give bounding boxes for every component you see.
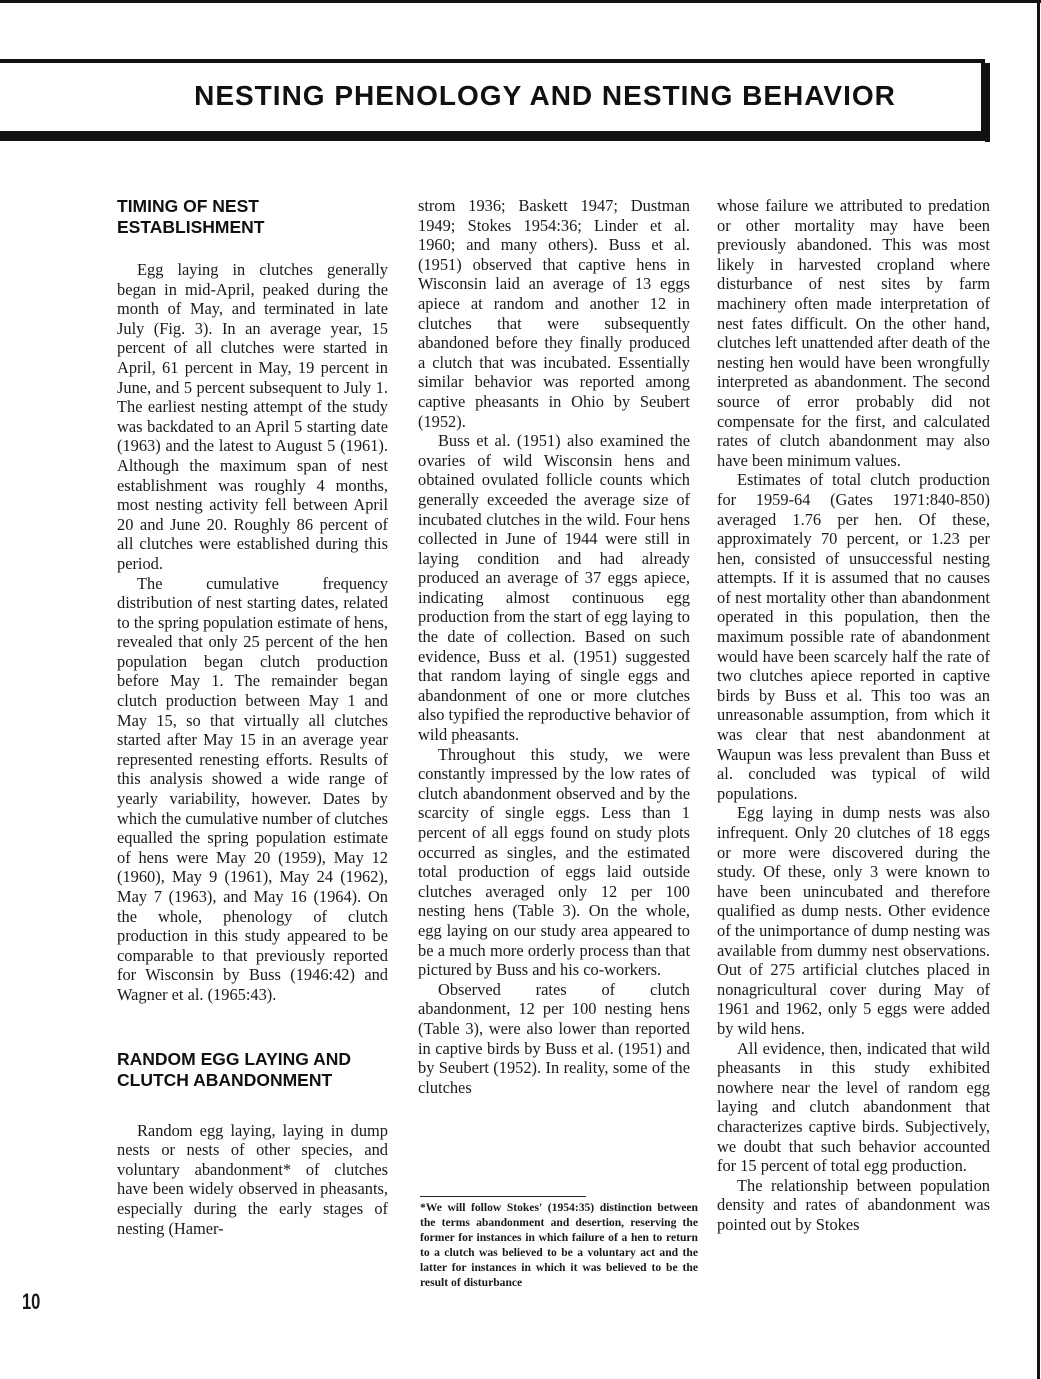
paragraph: All evidence, then, indicated that wild pheasants in this study exhibited nowhere near the level of random egg laying and clutch abandonment that characterizes captive birds. Subjectively, we doubt that such behavior accounted for 15 percent of total egg production. bbox=[717, 1038, 990, 1176]
column-1 bbox=[117, 196, 388, 1238]
footnote-rule bbox=[420, 1196, 586, 1197]
top-border-rule bbox=[0, 0, 1041, 3]
header-shadow-bottom bbox=[0, 135, 990, 141]
paragraph: Egg laying in clutches generally began in mid-April, peaked during the month of May, and terminated in late July (Fig. 3). In an average year, 15 percent of all clutches were started in April, 61 percent in May, 19 percent in June, and 5 percent subsequent to July 1. The earliest nesting attempt of the study was backdated to an April 5 starting date (1963) and the latest to August 5 (1961). Although the maximum span of nest establishment was roughly 4 months, most nesting activity fell between April 20 and June 20. Roughly 86 percent of all clutches were established during this period. bbox=[117, 260, 388, 573]
paragraph: Egg laying in dump nests was also infrequent. Only 20 clutches of 18 eggs or more were discovered during the study. Of these, only 3 were known to have been unincubated and therefore qualified as dump nests. Other evidence of the unimportance of dump nesting was available from dummy nest observations. Out of 275 artificial clutches placed in nonagricultural cover during May of 1961 and 1962, only 5 eggs were added by wild hens. bbox=[717, 803, 990, 1038]
column-3 bbox=[717, 196, 990, 1234]
paragraph: Observed rates of clutch abandonment, 12 per 100 nesting hens (Table 3), were also lower than reported in captive birds by Buss et al. (1951) and by Seubert (1952). In reality, some of the clutches bbox=[418, 979, 690, 1097]
page-number: 10 bbox=[22, 1289, 41, 1314]
paragraph: Random egg laying, laying in dump nests or nests of other species, and voluntary abandonment* of clutches have been widely observed in pheasants, especially during the early stages of nesting (Hamer- bbox=[117, 1120, 388, 1238]
section-heading-timing: TIMING OF NEST ESTABLISHMENT bbox=[117, 196, 265, 237]
page-title: NESTING PHENOLOGY AND NESTING BEHAVIOR bbox=[194, 80, 896, 111]
column-2 bbox=[418, 196, 690, 1097]
right-border-rule bbox=[1037, 0, 1040, 1379]
paragraph: Throughout this study, we were constantly impressed by the low rates of clutch abandonment observed and by the scarcity of single eggs. Less than 1 percent of all eggs found on study plots occurred as singles, and the estimated total production of eggs laid outside clutches averaged only 12 per 100 nesting hens (Table 3). On the whole, egg laying on our study area appeared to be a much more orderly process than that pictured by Buss and his co-workers. bbox=[418, 744, 690, 980]
paragraph-continuation: strom 1936; Baskett 1947; Dustman 1949; Stokes 1954:36; Linder et al. 1960; and many others). Buss et al. (1951) observed that captive hens in Wisconsin laid an average of 13 eggs apiece at random and another 12 in clutches that were subsequently abandoned before they finally produced a clutch that was incubated. Essentially similar behavior was reported among captive pheasants in Ohio by Seubert (1952). bbox=[418, 196, 690, 431]
paragraph: The relationship between population density and rates of abandonment was pointed out by Stokes bbox=[717, 1175, 990, 1234]
paragraph: Estimates of total clutch production for 1959-64 (Gates 1971:840-850) averaged 1.76 per hen. Of these, approximately 70 percent, or 1.23 per hen, consisted of unsuccessful nesting attempts. If it is assumed that no causes of nest mortality other than abandonment operated in this population, then the maximum possible rate of abandonment would have been scarcely half the rate of two clutches apiece reported in captive birds by Buss et al. This too was an unreasonable assumption, from which it was clear that nest abandonment at Waupun was less prevalent than Buss et al. concluded was typical of wild populations. bbox=[717, 470, 990, 803]
paragraph: Buss et al. (1951) also examined the ovaries of wild Wisconsin hens and obtained ovulated follicle counts which generally exceeded the average size of incubated clutches in the wild. Four hens collected in June of 1944 were still in laying condition and had already produced an average of 37 eggs apiece, indicating almost continuous egg production from the start of egg laying to the date of collection. Based on such evidence, Buss et al. (1951) suggested that random laying of single eggs and abandonment of one or more clutches also typified the reproductive behavior of wild pheasants. bbox=[418, 431, 690, 745]
paragraph-continuation: whose failure we attributed to predation or other mortality may have been previously abandoned. This was most likely in harvested cropland where disturbance of nest sites by farm machinery often made interpretation of nest fates difficult. On the other hand, clutches left unattended after death of the nesting hen would have been wrongfully interpreted as abandonment. The second source of error probably did not compensate for the first, and calculated rates of clutch abandonment may also have been minimum values. bbox=[717, 196, 990, 470]
section-heading-random-egg-laying: RANDOM EGG LAYING AND CLUTCH ABANDONMENT bbox=[117, 1048, 351, 1090]
footnote: *We will follow Stokes' (1954:35) distinction between the terms abandonment and desertion, reserving the former for instances in which failure of a hen to return to a clutch was believed to be a voluntary act and the latter for instances in which it was believed to be the result of disturbance bbox=[420, 1201, 698, 1289]
paragraph: The cumulative frequency distribution of nest starting dates, related to the spring population estimate of hens, revealed that only 25 percent of the hen population began clutch production before May 1. The remainder began clutch production between May 1 and May 15, so that virtually all clutches started after May 15 in an average year represented renesting efforts. Results of this analysis showed a wide range of yearly variability, however. Dates by which the cumulative number of clutches equalled the spring population estimate of hens were May 20 (1959), May 12 (1960), May 9 (1961), May 24 (1962), May 7 (1963), and May 16 (1964). On the whole, phenology of clutch production in this study appeared to be comparable to that previously reported for Wisconsin by Buss (1946:42) and Wagner et al. (1965:43). bbox=[117, 573, 388, 1004]
